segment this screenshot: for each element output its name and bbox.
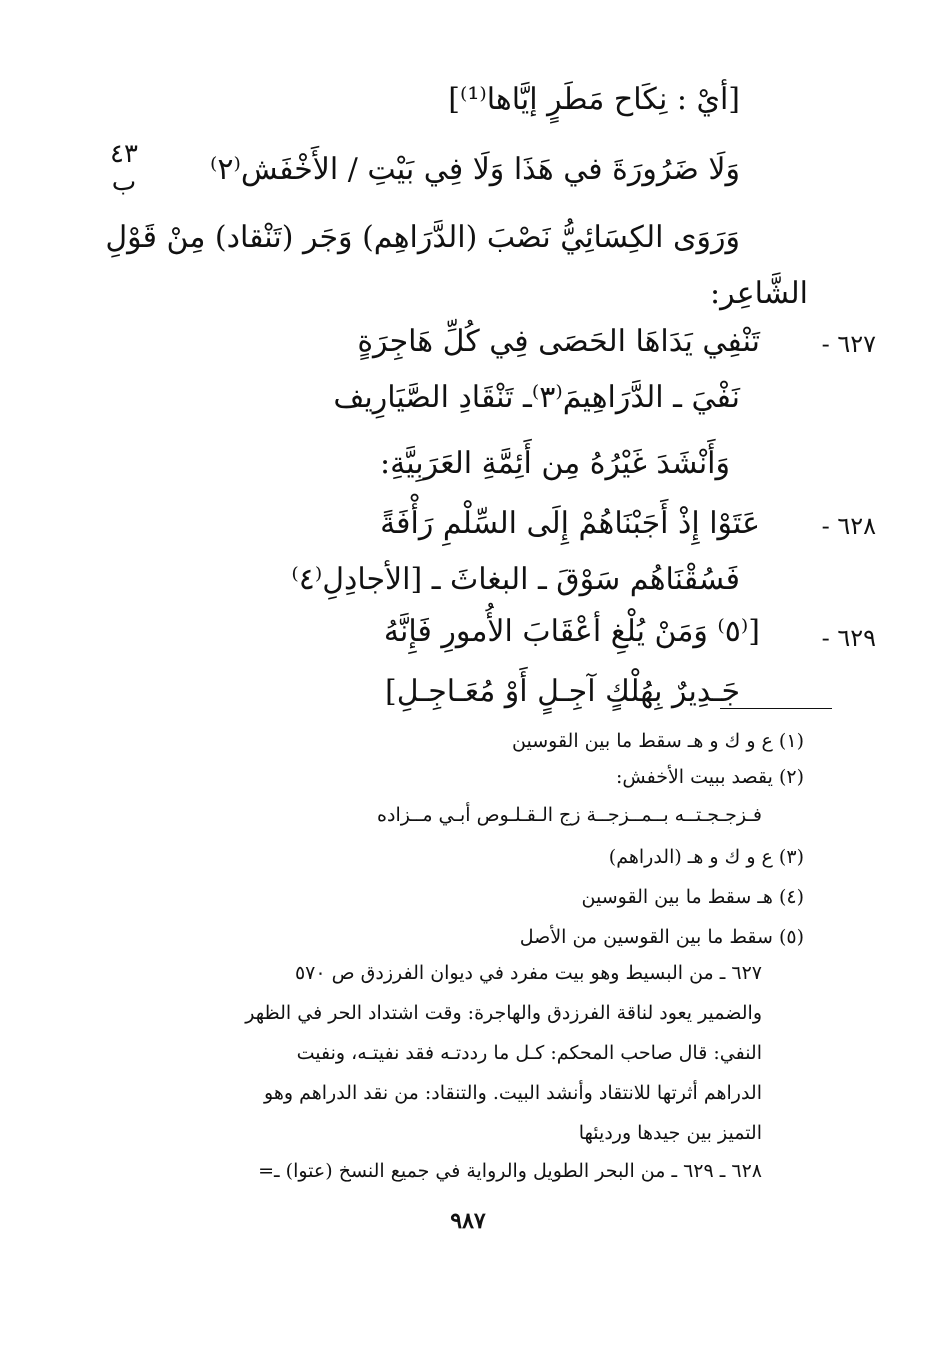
footnote-3: (٣) ع و ك و هـ (الدراهم) [608,846,804,868]
footnote-1: (١) ع و ك و هـ سقط ما بين القوسين [512,730,804,752]
margin-folio-number: ٤٣ [110,139,138,169]
main-text-line-1: [أيْ : نِكَاح مَطَرٍ إيَّاها⁽¹⁾] [448,82,740,117]
commentary-line-1: ٦٢٧ ـ من البسيط وهو بيت مفرد في ديوان الفرزدق ص ٥٧٠ [294,962,762,984]
verse-first-hemistich: تَنْفِي يَدَاهَا الحَصَى فِي كُلِّ هَاجِرَةٍ [357,324,760,359]
verse-number: ٦٢٨ - [821,512,876,540]
footnote-2-verse: فـزجـجـتــه بــمــزجــة زج الـقـلـوص أبـي مــزاده [377,804,762,826]
verse-number: ٦٢٧ - [821,330,876,358]
verse-first-hemistich: [⁽٥⁾ وَمَنْ يُلْغِ أعْقَابَ الأُمورِ فَإِنَّهُ [383,614,760,649]
commentary-line-6: ٦٢٨ ـ ٦٢٩ ـ من البحر الطويل والرواية في جميع النسخ (عتوا) ـ= [258,1160,762,1182]
main-text-line-4: الشَّاعِر: [710,276,808,311]
commentary-line-4: الدراهم أثرتها للانتقاد وأنشد البيت. والتنقاد: من نقد الدراهم وهو [264,1082,762,1104]
footnote-5: (٥) سقط ما بين القوسين من الأصل [519,926,804,948]
main-text-line-3: وَرَوَى الكِسَائِيُّ نَصْبَ (الدَّرَاهِم) وَجَر (تَنْقاد) مِنْ قَوْلِ [105,220,740,255]
verse-second-hemistich: جَـدِيرٌ بِهُلْكٍ آجِـلٍ أَوْ مُعَـاجِـلِ] [385,674,740,709]
verse-intro-line: وَأَنْشَدَ غَيْرُهُ مِن أَئِمَّةِ العَرَبِيَّةِ: [380,446,730,481]
verse-first-hemistich: عَتَوْا إِذْ أَجَبْنَاهُمْ إِلَى السِّلْمِ رَأْفَةً [380,506,760,541]
main-text-line-2: وَلَا ضَرُورَةَ في هَذَا وَلَا فِي بَيْتِ / الأَخْفَش⁽٢⁾ [209,152,740,187]
verse-number: ٦٢٩ - [821,624,876,652]
page-number: ٩٨٧ [450,1208,486,1234]
footnote-4: (٤) هـ سقط ما بين القوسين [581,886,804,908]
margin-folio-note [104,140,144,196]
footnote-2: (٢) يقصد ببيت الأخفش: [615,766,804,788]
verse-second-hemistich: نَفْيَ ـ الدَّرَاهِيمَ⁽٣⁾ـ تَنْقَادِ الصَّيَارِيف [333,380,740,415]
margin-folio-side: ب [111,167,137,197]
commentary-line-3: النفي: قال صاحب المحكم: كـل ما رددتـه فقد نفيتـه، ونفيت [296,1042,762,1064]
footnote-separator [720,708,832,709]
commentary-line-5: التميز بين جيدها ورديئها [578,1122,762,1144]
commentary-line-2: والضمير يعود لناقة الفرزدق والهاجرة: وقت اشتداد الحر في الظهر [245,1002,762,1024]
verse-second-hemistich: فَسُقْنَاهُم سَوْقَ ـ البغاثَ ـ [الأجادِلِ⁽٤⁾ [291,562,740,597]
